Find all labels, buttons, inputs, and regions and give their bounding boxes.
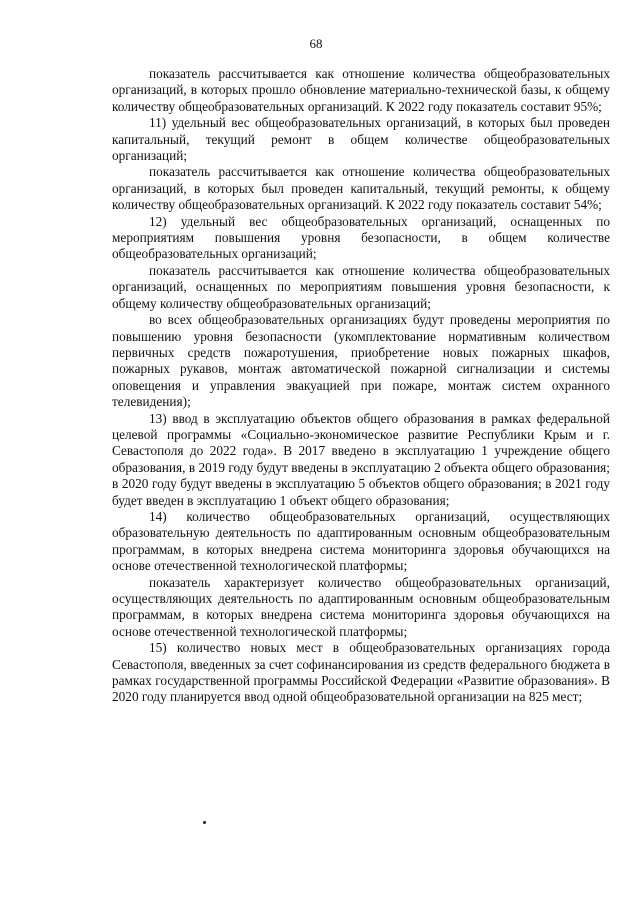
paragraph-indicator-10-method: показатель рассчитывается как отношение количества общеобразовательных организаций, в которых прошло обновление материально-технической базы, к общему количеству общеобразовательных организаций. К 2022 году показатель составит 95%; [112,66,610,114]
document-body [112,66,610,706]
paragraph-indicator-13: 13) ввод в эксплуатацию объектов общего образования в рамках федеральной целевой программы «Социально-экономическое развитие Республики Крым и г. Севастополя до 2022 года». В 2017 введено в эксплуатацию 1 учреждение общего образования, в 2019 году будут введены в эксплуатацию 2 объекта общего образования; в 2020 году будут введены в эксплуатацию 5 объектов общего образования; в 2021 году будет введен в эксплуатацию 1 объект общего образования; [112,410,610,508]
paragraph-indicator-11: 11) удельный вес общеобразовательных организаций, в которых был проведен капитальный, текущий ремонт в общем количестве общеобразовательных организаций; [112,115,610,164]
page-number: 68 [309,36,323,51]
stray-mark [203,821,206,824]
paragraph-indicator-14-method: показатель характеризует количество общеобразовательных организаций, осуществляющих деятельность по адаптированным основным общеобразовательным программам, в которых внедрена система мониторинга здоровья обучающихся на основе отечественной технологической платформы; [112,574,610,639]
paragraph-indicator-12: 12) удельный вес общеобразовательных организаций, оснащенных по мероприятиям повышения уровня безопасности, в общем количестве общеобразовательных организаций; [112,213,610,262]
paragraph-indicator-15: 15) количество новых мест в общеобразовательных организациях города Севастополя, введенных за счет софинансирования из средств федерального бюджета в рамках государственной программы Российской Федерации «Развитие образования». В 2020 году планируется ввод одной общеобразовательной организации на 825 мест; [112,640,610,705]
paragraph-indicator-12-method: показатель рассчитывается как отношение количества общеобразовательных организаций, оснащенных по мероприятиям повышения уровня безопасности, к общему количеству общеобразовательных организаций; [112,262,610,311]
paragraph-indicator-11-method: показатель рассчитывается как отношение количества общеобразовательных организаций, в которых был проведен капитальный, текущий ремонты, к общему количеству общеобразовательных организаций. К 2022 году показатель составит 54%; [112,164,610,213]
paragraph-indicator-14: 14) количество общеобразовательных организаций, осуществляющих образовательную деятельность по адаптированным основным общеобразовательным программам, в которых внедрена система мониторинга здоровья обучающихся на основе отечественной технологической платформы; [112,508,610,574]
paragraph-security-measures: во всех общеобразовательных организациях будут проведены мероприятия по повышению уровня безопасности (укомплектование нормативным количеством первичных средств пожаротушения, приобретение новых пожарных шкафов, пожарных рукавов, монтаж автоматической пожарной сигнализации и системы оповещения и управления эвакуацией при пожаре, монтаж систем охранного телевидения); [112,312,610,410]
